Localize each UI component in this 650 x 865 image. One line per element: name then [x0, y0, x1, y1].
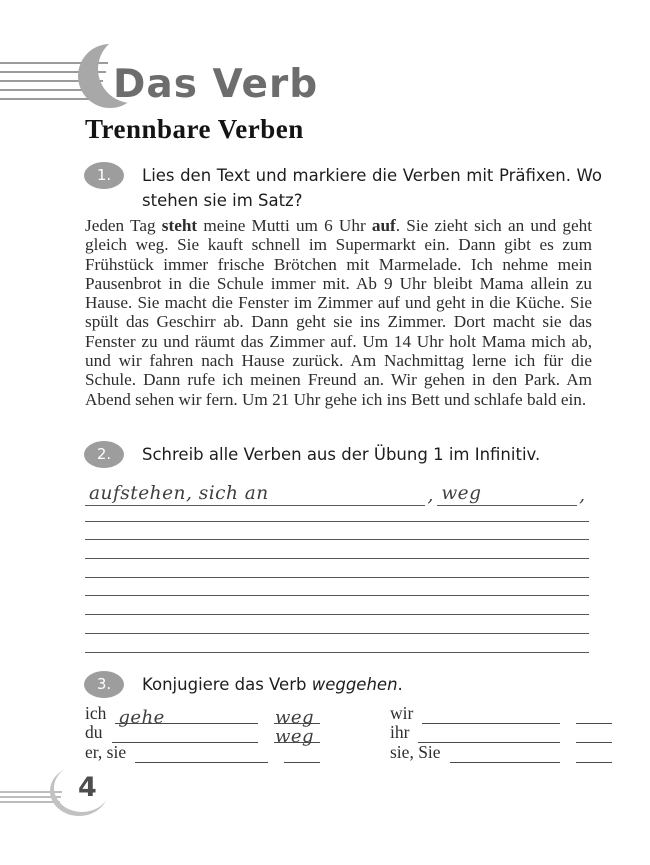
pronoun-label: ich — [85, 702, 107, 723]
exercise-1-instruction: Lies den Text und markiere die Verben mit Präfixen. Wo stehen sie im Satz? — [142, 166, 602, 210]
instruction-text: . — [397, 675, 403, 694]
comma-separator: , — [579, 485, 585, 506]
comma-separator: , — [427, 485, 434, 506]
text-segment: Jeden Tag — [85, 216, 162, 235]
conjugation-column-plural — [390, 702, 612, 764]
conjugation-row-ich — [85, 702, 320, 728]
verb-blank — [450, 746, 560, 763]
exercise-2-header — [84, 441, 540, 468]
answer-blank-line — [85, 503, 589, 522]
reading-text — [85, 216, 592, 409]
pronoun-label: ihr — [390, 722, 410, 742]
verb-blank — [112, 726, 259, 743]
answer-blank-line — [85, 540, 589, 559]
section-title: Trennbare Verben — [85, 114, 304, 144]
handwritten-particle: weg — [275, 726, 315, 747]
target-verb: weggehen — [311, 675, 398, 694]
verb-blank — [115, 706, 258, 728]
exercise-3-instruction — [142, 671, 403, 697]
answer-blank-line — [85, 559, 589, 578]
text-segment: . Sie zieht sich an und geht gleich weg. Sie kauft schnell im Supermarkt ein. Dann gibt es zum Frühstück immer frische Brötchen mit Marmelade. Ich nehme mein Pausenbrot in die Schule immer mit. Ab 9 Uhr bleibt Mama allein zu Hause. Sie macht die Fenster im Zimmer auf und geht in die Küche. Sie spült das Geschirr ab. Dann geht sie ins Zimmer. Dort macht sie das Fenster zu und räumt das Zimmer auf. Um 14 Uhr holt Mama mich ab, und wir fahren nach Hause zurück. Am Nachmittag lerne ich für die Schule. Dann rufe ich meinen Freund an. Wir gehen in den Park. Am Abend sehen wir fern. Um 21 Uhr gehe ich ins Bett und schlafe bald ein. — [85, 216, 593, 409]
text-segment: meine Mutti um 6 Uhr — [197, 216, 372, 235]
answer-blank-line — [85, 596, 589, 615]
conjugation-row-wir — [390, 702, 612, 725]
exercise-1-number-badge: 1. — [84, 162, 124, 189]
handwritten-answer: weg — [441, 483, 482, 504]
page-number: 4 — [78, 772, 97, 803]
exercise-2-number-badge: 2. — [84, 441, 124, 468]
conjugation-row-er-sie — [85, 741, 320, 764]
conjugation-row-sie-Sie — [390, 741, 612, 764]
exercise-1-header — [84, 162, 602, 213]
instruction-text: Konjugiere das Verb — [142, 675, 312, 694]
exercise-3-header — [84, 671, 403, 698]
particle-blank — [274, 726, 320, 747]
pronoun-label: sie, Sie — [390, 741, 441, 762]
handwritten-answer: aufstehen, sich an — [89, 483, 269, 504]
particle-blank — [576, 746, 612, 763]
answer-blank-line — [85, 615, 589, 634]
pronoun-label: du — [85, 722, 103, 742]
verb-blank — [422, 707, 560, 724]
particle-blank — [274, 706, 320, 728]
particle-blank — [576, 707, 612, 724]
conjugation-column-singular — [85, 702, 320, 764]
answer-blank-lines — [85, 503, 589, 653]
answer-blank-line — [85, 578, 589, 597]
chapter-title: Das Verb — [113, 62, 319, 107]
handwritten-verb: gehe — [118, 706, 165, 728]
verb-blank — [418, 726, 560, 743]
handwritten-particle: weg — [275, 706, 315, 728]
particle-blank — [576, 726, 612, 743]
highlighted-prefix: auf — [371, 216, 396, 235]
answer-blank-line — [85, 634, 589, 653]
verb-blank — [135, 746, 268, 763]
exercise-2-instruction: Schreib alle Verben aus der Übung 1 im Infinitiv. — [142, 445, 541, 464]
highlighted-verb: steht — [161, 216, 198, 235]
answer-blank-line — [85, 522, 589, 541]
exercise-3-number-badge: 3. — [84, 671, 124, 698]
pronoun-label: er, sie — [85, 741, 127, 762]
pronoun-label: wir — [390, 702, 414, 723]
particle-blank — [284, 746, 320, 763]
